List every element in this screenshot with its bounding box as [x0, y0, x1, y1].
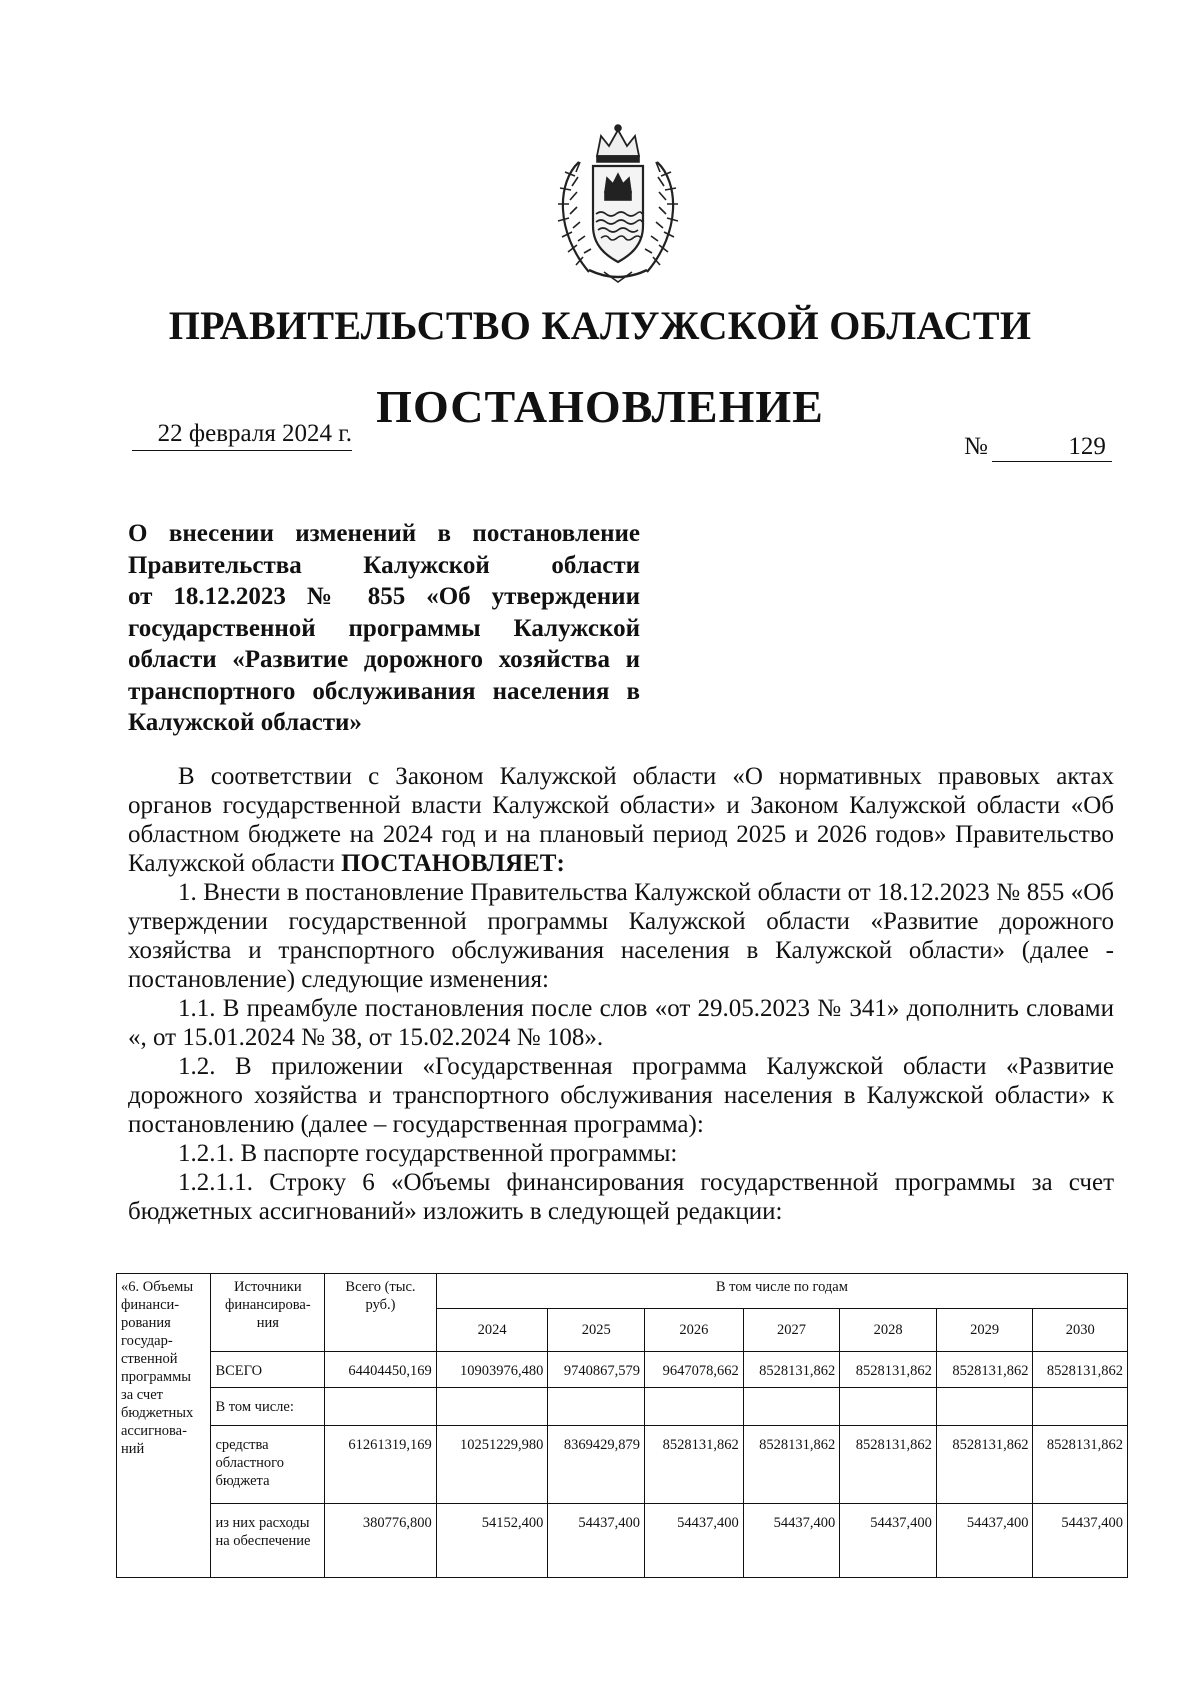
year-header: 2029 — [936, 1309, 1033, 1352]
row-value: 8528131,862 — [743, 1426, 840, 1504]
row-value — [436, 1388, 548, 1426]
row-value: 8528131,862 — [840, 1352, 937, 1388]
year-header: 2025 — [548, 1309, 645, 1352]
subject-line: транспортного обслуживания населения в — [128, 677, 640, 705]
document-number — [964, 433, 1112, 462]
paragraph-1-2-1-1: 1.2.1.1. Строку 6 «Объемы финансирования государственной программы за счет бюджетных ассигнований» изложить в следующей редакции: — [128, 1169, 1114, 1225]
row-label: В том числе: — [211, 1388, 325, 1426]
row-value: 54437,400 — [840, 1504, 937, 1578]
row-value: 8528131,862 — [840, 1426, 937, 1504]
row-value — [644, 1388, 743, 1426]
paragraph-1: 1. Внести в постановление Правительства Калужской области от 18.12.2023 № 855 «Об утверждении государственной программы Калужской области «Развитие дорожного хозяйства и транспортного обслуживания населения в Калужской области» (далее - постановление) следующие изменения: — [128, 879, 1114, 993]
table-row — [117, 1426, 1128, 1504]
subject-line: области «Развитие дорожного хозяйства и — [128, 646, 640, 673]
document-type-title: ПОСТАНОВЛЕНИЕ — [376, 381, 824, 432]
row-value: 8528131,862 — [1033, 1426, 1128, 1504]
row-value — [1033, 1388, 1128, 1426]
row-value: 54437,400 — [1033, 1504, 1128, 1578]
row-value: 54437,400 — [743, 1504, 840, 1578]
row-total: 61261319,169 — [325, 1426, 437, 1504]
subject-line: государственной программы Калужской — [128, 614, 640, 642]
col-sources-header: Источники финансирова-ния — [211, 1274, 325, 1352]
col-years-group-header: В том числе по годам — [436, 1274, 1127, 1309]
decree-word: ПОСТАНОВЛЯЕТ: — [341, 850, 565, 877]
subject-line: О внесении изменений в постановление — [128, 520, 640, 547]
row-value: 9647078,662 — [644, 1352, 743, 1388]
coat-of-arms-emblem — [549, 122, 687, 286]
paragraph-1-2: 1.2. В приложении «Государственная программа Калужской области «Развитие дорожного хозяйства и транспортного обслуживания населения в Калужской области» к постановлению (далее – государственная программа): — [128, 1053, 1114, 1138]
row-value: 9740867,579 — [548, 1352, 645, 1388]
row-value: 8369429,879 — [548, 1426, 645, 1504]
year-header: 2030 — [1033, 1309, 1128, 1352]
document-subject — [128, 518, 640, 739]
number-sign: № — [964, 433, 988, 460]
table-header-row — [117, 1274, 1128, 1309]
row-value: 8528131,862 — [936, 1426, 1033, 1504]
row-value: 8528131,862 — [1033, 1352, 1128, 1388]
row-title-cell: «6. Объемы финанси-рования государ-ственной программы за счет бюджетных ассигнова-ний — [117, 1274, 211, 1578]
paragraph-1-2-1: 1.2.1. В паспорте государственной программы: — [178, 1140, 678, 1167]
document-date: 22 февраля 2024 г. — [132, 420, 352, 451]
paragraph-1-1: 1.1. В преамбуле постановления после слов «от 29.05.2023 № 341» дополнить словами «, от 15.01.2024 № 38, от 15.02.2024 № 108». — [128, 995, 1114, 1051]
row-value — [936, 1388, 1033, 1426]
table-row — [117, 1504, 1128, 1578]
col-total-header: Всего (тыс. руб.) — [325, 1274, 437, 1352]
year-header: 2024 — [436, 1309, 548, 1352]
row-total: 380776,800 — [325, 1504, 437, 1578]
financing-table — [116, 1273, 1128, 1578]
row-value: 8528131,862 — [936, 1352, 1033, 1388]
row-value: 54437,400 — [644, 1504, 743, 1578]
row-value: 54152,400 — [436, 1504, 548, 1578]
document-body — [128, 762, 1114, 1226]
row-value — [743, 1388, 840, 1426]
government-title: ПРАВИТЕЛЬСТВО КАЛУЖСКОЙ ОБЛАСТИ — [168, 303, 1032, 348]
subject-line: от 18.12.2023 № 855 «Об утверждении — [128, 583, 640, 610]
row-value — [548, 1388, 645, 1426]
row-value: 10903976,480 — [436, 1352, 548, 1388]
row-value — [840, 1388, 937, 1426]
row-value: 8528131,862 — [644, 1426, 743, 1504]
row-total: 64404450,169 — [325, 1352, 437, 1388]
table-row — [117, 1352, 1128, 1388]
table-row — [117, 1388, 1128, 1426]
row-value: 10251229,980 — [436, 1426, 548, 1504]
year-header: 2026 — [644, 1309, 743, 1352]
row-label: средства областного бюджета — [211, 1426, 325, 1504]
row-value: 54437,400 — [936, 1504, 1033, 1578]
preamble-paragraph — [128, 762, 1114, 878]
row-label: из них расходы на обеспечение — [211, 1504, 325, 1578]
subject-line: Калужской области» — [128, 709, 362, 736]
row-total — [325, 1388, 437, 1426]
subject-line: Правительства Калужской области — [128, 551, 640, 579]
year-header: 2027 — [743, 1309, 840, 1352]
row-label: ВСЕГО — [211, 1352, 325, 1388]
row-value: 54437,400 — [548, 1504, 645, 1578]
row-value: 8528131,862 — [743, 1352, 840, 1388]
number-value: 129 — [992, 433, 1112, 462]
preamble-text: В соответствии с Законом Калужской области «О нормативных правовых актах органов государственной власти Калужской области» и Законом Калужской области «Об областном бюджете на 2024 год и на плановый период 2025 и 2026 годов» Правительство Калужской области — [128, 763, 1114, 877]
year-header: 2028 — [840, 1309, 937, 1352]
